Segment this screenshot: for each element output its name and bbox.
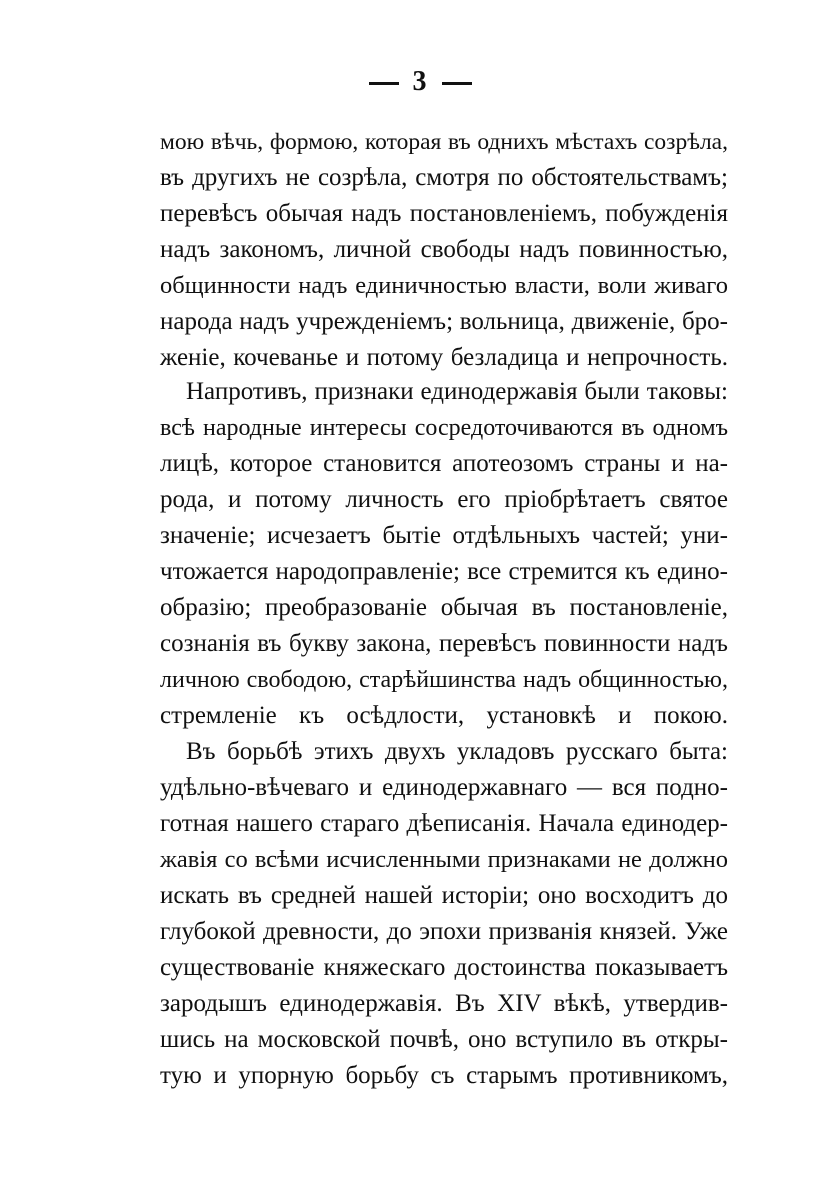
page-number-value: 3	[412, 66, 428, 97]
text-line: удѣльно-вѣчеваго и единодержавнаго — вся подно-	[160, 774, 728, 801]
text-line: рода, и потому личность его пріобрѣтаетъ святое	[160, 486, 728, 513]
paragraph-3	[160, 734, 728, 1094]
left-dash	[369, 82, 399, 85]
text-line: Въ борьбѣ этихъ двухъ укладовъ русскаго быта:	[186, 738, 728, 765]
text-line: значеніе; исчезаетъ бытіе отдѣльныхъ частей; уни-	[160, 522, 728, 549]
text-line: сознанія въ букву закона, перевѣсъ повинности надъ	[160, 630, 728, 657]
text-line: перевѣсъ обычая надъ постановленіемъ, побужденія	[160, 200, 728, 227]
text-line: глубокой древности, до эпохи призванія князей. Уже	[160, 918, 728, 945]
text-line: жавія со всѣми исчисленными признаками не должно	[160, 846, 728, 873]
text-line: женіе, кочеванье и потому безладица и непрочность.	[160, 344, 728, 371]
page-number	[0, 66, 840, 98]
text-line: шись на московской почвѣ, оно вступило въ откры-	[160, 1026, 728, 1053]
text-line: Напротивъ, признаки единодержавія были таковы:	[186, 378, 728, 405]
text-line: искать въ средней нашей исторіи; оно восходитъ до	[160, 882, 728, 909]
text-line: зародышъ единодержавія. Въ XIV вѣкѣ, утвердив-	[160, 990, 728, 1017]
text-line: общинности надъ единичностью власти, воли живаго	[160, 272, 728, 299]
text-line: мою вѣчь, формою, которая въ однихъ мѣстахъ созрѣла,	[160, 129, 728, 155]
right-dash	[442, 82, 472, 85]
text-line: существованіе княжескаго достоинства показываетъ	[160, 954, 728, 981]
paragraph-2	[160, 374, 728, 770]
text-line: стремленіе къ осѣдлости, установкѣ и покою.	[160, 702, 728, 729]
text-line: готная нашего стараго дѣеписанія. Начала единодер-	[160, 810, 728, 837]
text-line: надъ закономъ, личной свободы надъ повинностью,	[160, 236, 728, 263]
paragraph-1	[160, 124, 728, 376]
text-line: лицѣ, которое становится апотеозомъ страны и на-	[160, 450, 728, 477]
text-line: всѣ народные интересы сосредоточиваются въ одномъ	[160, 415, 728, 441]
text-line: народа надъ учрежденіемъ; вольница, движеніе, бро-	[160, 308, 728, 335]
text-line: тую и упорную борьбу съ старымъ противникомъ,	[160, 1062, 728, 1089]
text-line: образію; преобразованіе обычая въ постановленіе,	[160, 594, 728, 621]
text-line: въ другихъ не созрѣла, смотря по обстоятельствамъ;	[160, 164, 728, 191]
text-line: чтожается народоправленіе; все стремится къ едино-	[160, 558, 728, 585]
text-line: личною свободою, старѣйшинства надъ общинностью,	[160, 667, 728, 693]
